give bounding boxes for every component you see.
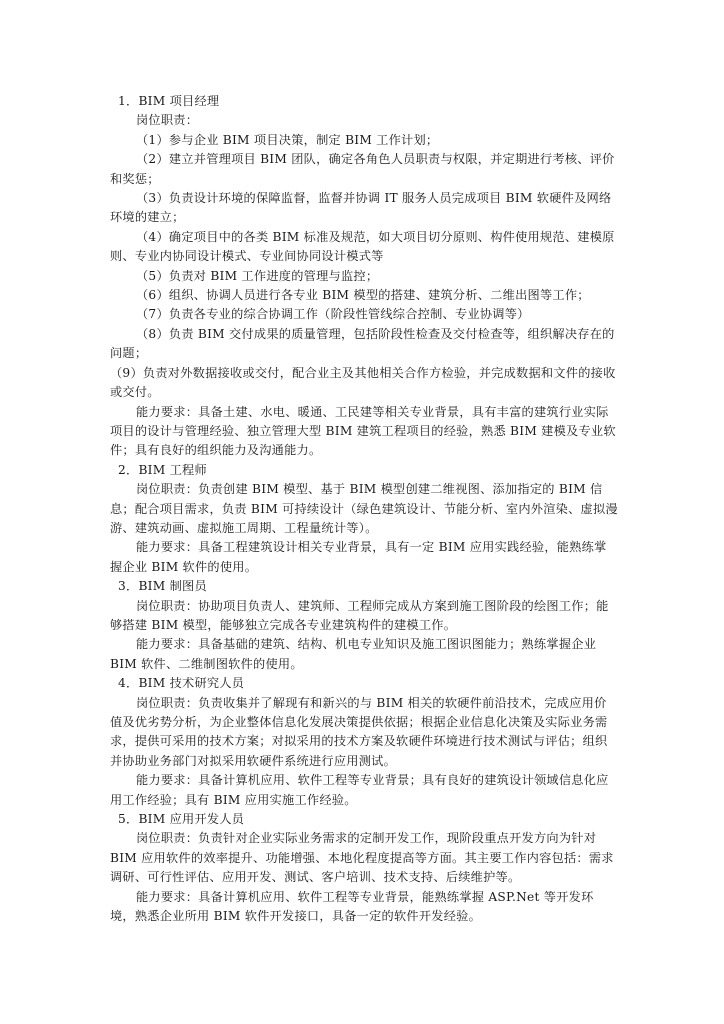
duties-5: 岗位职责：负责针对企业实际业务需求的定制开发工作，现阶段重点开发方向为针对 BIM 应用软件的效率提升、功能增强、本地化程度提高等方面。其主要工作内容包括：需求调研、可行性评估、应用开发、测试、客户培训、技术支持、后续维护等。 [110, 831, 614, 885]
duty-item-2: （2）建立并管理项目 BIM 团队，确定各角色人员职责与权限，并定期进行考核、评价和奖惩； [110, 152, 615, 186]
duty-item-5: （5）负责对 BIM 工作进度的管理与监控； [136, 268, 379, 283]
duty-item-7: （7）负责各专业的综合协调工作（阶段性管线综合控制、专业协调等） [136, 307, 530, 322]
duty-item-8: （8）负责 BIM 交付成果的质量管理，包括阶段性检查及交付检查等，组织解决存在的问题； [110, 326, 615, 361]
ability-requirements-3: 能力要求：具备基础的建筑、结构、机电专业知识及施工图识图能力；熟练掌握企业 BIM 软件、二维制图软件的使用。 [110, 637, 597, 671]
duty-item-9: （9）负责对外数据接收或交付，配合业主及其他相关合作方检验，并完成数据和文件的接收或交付。 [110, 365, 616, 400]
duty-item-6: （6）组织、协调人员进行各专业 BIM 模型的搭建、建筑分析、二维出图等工作； [136, 288, 590, 303]
duties-3: 岗位职责：协助项目负责人、建筑师、工程师完成从方案到施工图阶段的绘图工作；能够搭建 BIM 模型，能够独立完成各专业建筑构件的建模工作。 [110, 598, 609, 632]
section-heading-3: 3．BIM 制图员 [118, 579, 207, 594]
ability-requirements-2: 能力要求：具备工程建筑设计相关专业背景，具有一定 BIM 应用实践经验，能熟练掌握企业 BIM 软件的使用。 [110, 540, 607, 574]
section-heading-4: 4．BIM 技术研究人员 [118, 676, 245, 691]
duties-4: 岗位职责：负责收集并了解现有和新兴的与 BIM 相关的软硬件前沿技术，完成应用价值及优劣势分析，为企业整体信息化发展决策提供依据；根据企业信息化决策及实际业务需求，提供可采用的技术方案；对拟采用的技术方案及软硬件环境进行技术测试与评估；组织并协助业务部门对拟采用软硬件系统进行应用测试。 [110, 695, 608, 768]
duty-item-1: （1）参与企业 BIM 项目决策，制定 BIM 工作计划； [136, 132, 439, 147]
ability-requirements-5: 能力要求：具备计算机应用、软件工程等专业背景，能熟练掌握 ASP.Net 等开发环境，熟悉企业所用 BIM 软件开发接口，具备一定的软件开发经验。 [110, 889, 594, 924]
duties-label: 岗位职责： [136, 113, 199, 128]
section-heading-5: 5．BIM 应用开发人员 [118, 812, 245, 827]
duty-item-4: （4）确定项目中的各类 BIM 标准及规范，如大项目切分原则、构件使用规范、建模原则、专业内协同设计模式、专业间协同设计模式等 [110, 229, 615, 264]
duties-2: 岗位职责：负责创建 BIM 模型、基于 BIM 模型创建二维视图、添加指定的 BIM 信息；配合项目需求，负责 BIM 可持续设计（绿色建筑设计、节能分析、室内外渲染、虚拟漫游、建筑动画、虚拟施工周期、工程量统计等）。 [110, 482, 618, 535]
section-heading-2: 2．BIM 工程师 [118, 462, 207, 477]
document-body [110, 92, 618, 926]
section-heading-1: 1．BIM 项目经理 [118, 94, 220, 108]
duty-item-3: （3）负责设计环境的保障监督，监督并协调 IT 服务人员完成项目 BIM 软硬件及网络环境的建立； [110, 191, 612, 225]
ability-requirements-1: 能力要求：具备土建、水电、暖通、工民建等相关专业背景，具有丰富的建筑行业实际项目的设计与管理经验、独立管理大型 BIM 建筑工程项目的经验，熟悉 BIM 建模及专业软件；具有良好的组织能力及沟通能力。 [110, 404, 616, 458]
ability-requirements-4: 能力要求：具备计算机应用、软件工程等专业背景；具有良好的建筑设计领域信息化应用工作经验；具有 BIM 应用实施工作经验。 [110, 773, 609, 807]
